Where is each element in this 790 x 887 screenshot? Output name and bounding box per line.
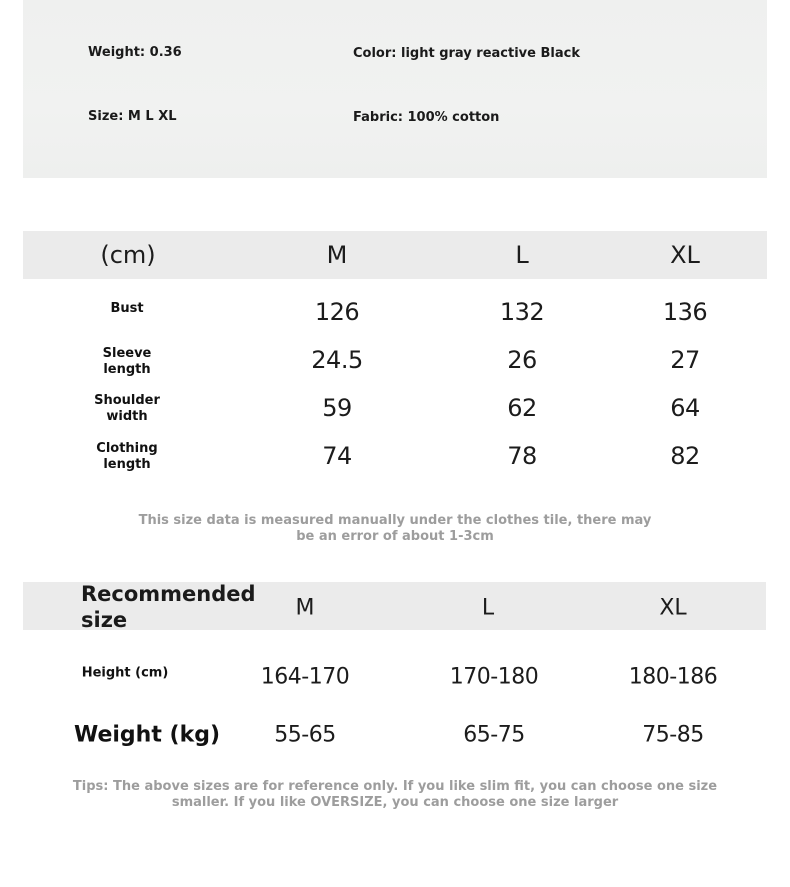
measurement-note: This size data is measured manually under the clothes tile, there may be an error of about 1-3cm	[138, 513, 652, 544]
spec-size: Size: M L XL	[88, 109, 177, 124]
recommended-weight-l: 65-75	[463, 722, 525, 748]
recommended-size-title: Recommended size	[81, 582, 256, 632]
recommended-row-label-height: Height (cm)	[81, 665, 169, 681]
size-value-bust-m: 126	[314, 298, 360, 326]
size-value-bust-l: 132	[499, 298, 545, 326]
spec-color: Color: light gray reactive Black	[353, 46, 580, 61]
size-value-length-m: 74	[322, 442, 352, 470]
size-table-column-l: L	[515, 241, 529, 269]
size-value-bust-xl: 136	[662, 298, 708, 326]
recommended-column-xl: XL	[659, 595, 687, 621]
size-table-unit-header: (cm)	[100, 241, 156, 269]
recommended-weight-m: 55-65	[274, 722, 336, 748]
size-value-sleeve-l: 26	[507, 346, 537, 374]
size-value-shoulder-xl: 64	[670, 394, 700, 422]
size-row-label-clothing-length: Clothing length	[96, 441, 158, 472]
recommended-height-m: 164-170	[260, 664, 350, 690]
recommended-height-l: 170-180	[449, 664, 539, 690]
size-value-shoulder-l: 62	[507, 394, 537, 422]
size-value-shoulder-m: 59	[322, 394, 352, 422]
size-table-column-xl: XL	[670, 241, 700, 269]
size-value-sleeve-xl: 27	[670, 346, 700, 374]
size-row-label-sleeve-length: Sleeve length	[102, 346, 152, 377]
size-row-label-bust: Bust	[110, 301, 144, 316]
size-tips: Tips: The above sizes are for reference only. If you like slim fit, you can choose one size smaller. If you like OVERSIZE, you can choose one size larger	[72, 779, 718, 810]
size-value-length-xl: 82	[670, 442, 700, 470]
spec-weight: Weight: 0.36	[88, 45, 182, 60]
recommended-column-m: M	[295, 595, 315, 621]
size-value-length-l: 78	[507, 442, 537, 470]
recommended-column-l: L	[481, 595, 495, 621]
size-value-sleeve-m: 24.5	[311, 346, 363, 374]
size-table-column-m: M	[326, 241, 348, 269]
recommended-row-label-weight: Weight (kg)	[73, 722, 221, 748]
recommended-height-xl: 180-186	[628, 664, 718, 690]
spec-fabric: Fabric: 100% cotton	[353, 110, 500, 125]
size-row-label-shoulder-width: Shoulder width	[94, 393, 160, 424]
recommended-weight-xl: 75-85	[642, 722, 704, 748]
product-spec-panel	[23, 0, 767, 178]
